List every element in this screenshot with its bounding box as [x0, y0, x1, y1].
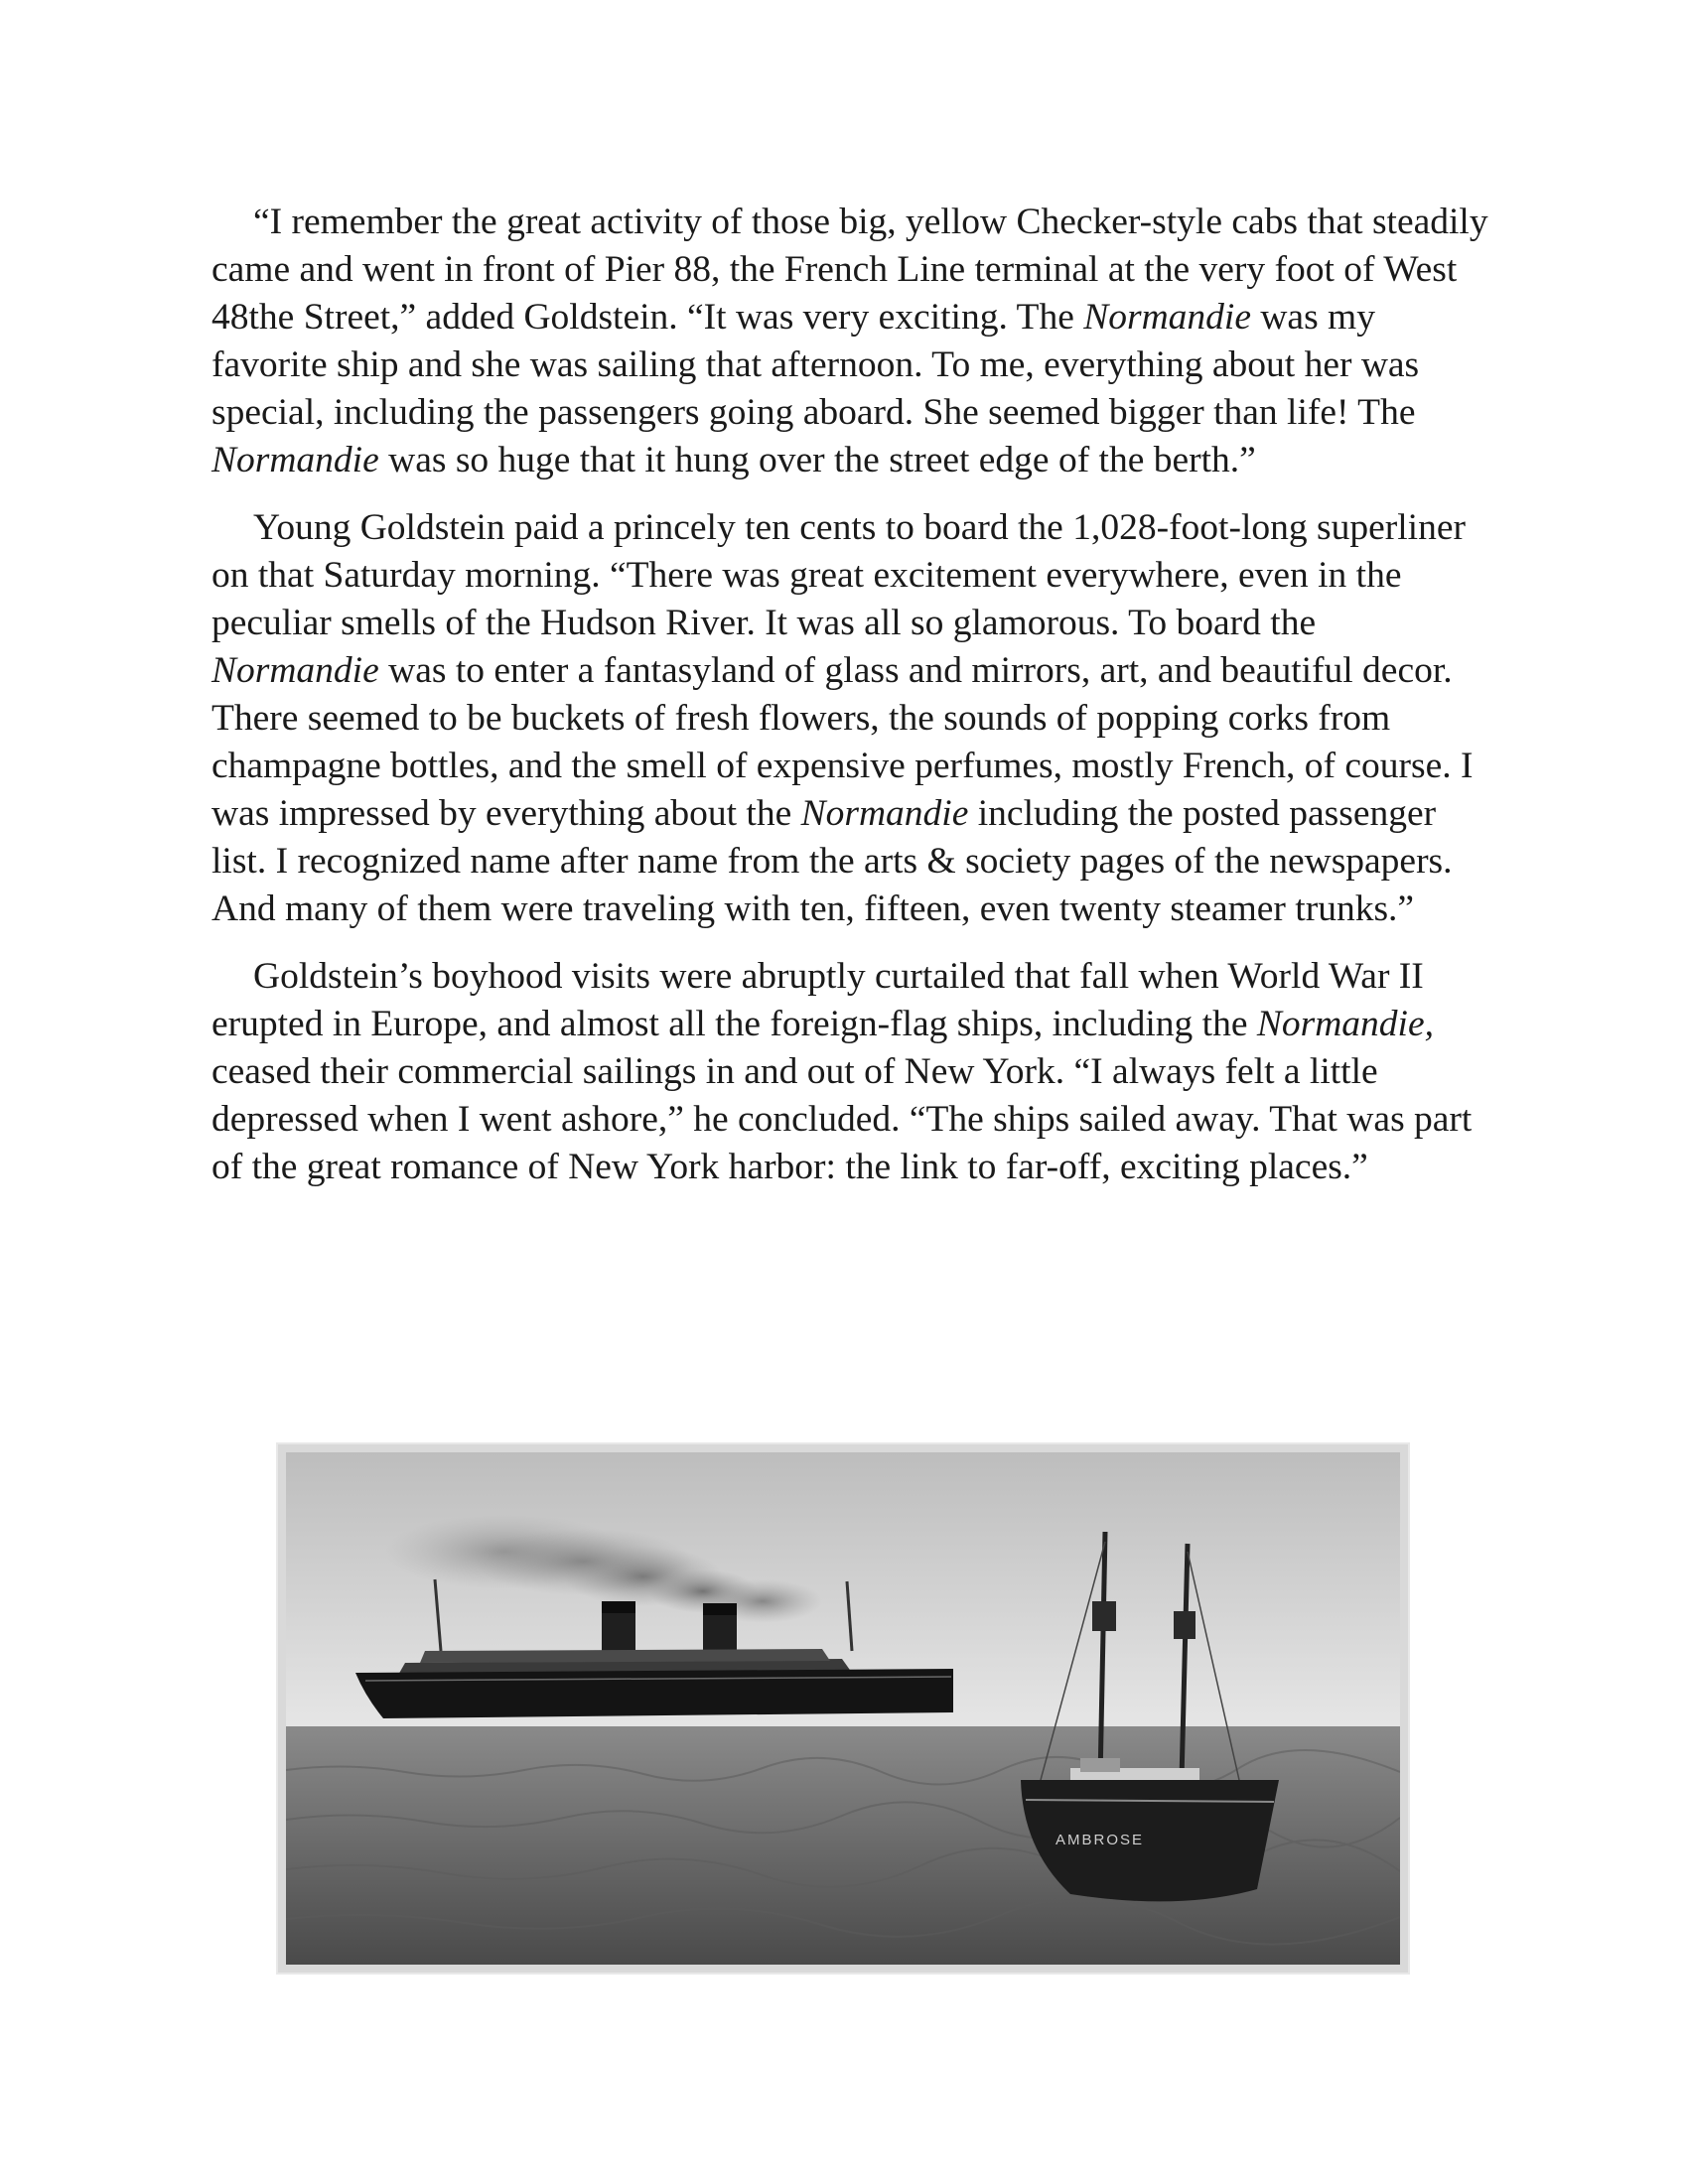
paragraph-segment: was so huge that it hung over the street edge of the berth.”: [378, 440, 1256, 480]
lightship-name-lettering: AMBROSE: [1055, 1832, 1145, 1848]
harbor-photo: [278, 1444, 1408, 1973]
paragraph-1: [211, 199, 1492, 484]
ship-name-italic: Normandie: [800, 793, 969, 834]
paragraph-segment: was to enter a fantasyland of glass and mirrors, art, and beautiful decor. There seemed to be buckets of fresh flowers, the sounds of popping corks from champagne bottles, and the smell of expensive perfumes, mostly French, of course. I was impressed by everything about the: [211, 650, 1474, 834]
paragraph-3: [211, 953, 1492, 1191]
paragraph-segment: Goldstein’s boyhood visits were abruptly curtailed that fall when World War II erupted in Europe, and almost all the foreign-flag ships, including the: [211, 956, 1424, 1044]
paragraph-2: [211, 504, 1492, 933]
paragraph-segment: ceased their commercial sailings in and out of New York. “I always felt a little depressed when I went ashore,” he concluded. “The ships sailed away. That was part of the great romance of New York harbor: the link to far-off, exciting places.”: [211, 1051, 1473, 1187]
ship-name-italic: Normandie: [211, 650, 379, 691]
harbor-photo-illustration: [286, 1452, 1400, 1965]
ship-name-italic: Normandie: [211, 440, 379, 480]
body-text: [211, 199, 1492, 1211]
paragraph-segment: was my favorite ship and she was sailing that afternoon. To me, everything about her was special, including the passengers going aboard. She seemed bigger than life! The: [211, 297, 1420, 433]
ship-name-italic: Normandie: [1083, 297, 1251, 338]
ship-name-italic: Normandie,: [1256, 1004, 1434, 1044]
paragraph-segment: “I remember the great activity of those big, yellow Checker-style cabs that steadily came and went in front of Pier 88, the French Line terminal at the very foot of West 48the Street,” added Goldstein. “It was very exciting. The: [211, 202, 1488, 338]
paragraph-segment: including the posted passenger list. I recognized name after name from the arts & society pages of the newspapers. And many of them were traveling with ten, fifteen, even twenty steamer trunks.”: [211, 793, 1453, 929]
paragraph-segment: Young Goldstein paid a princely ten cents to board the 1,028-foot-long superliner on that Saturday morning. “There was great excitement everywhere, even in the peculiar smells of the Hudson River. It was all so glamorous. To board the: [211, 507, 1466, 643]
